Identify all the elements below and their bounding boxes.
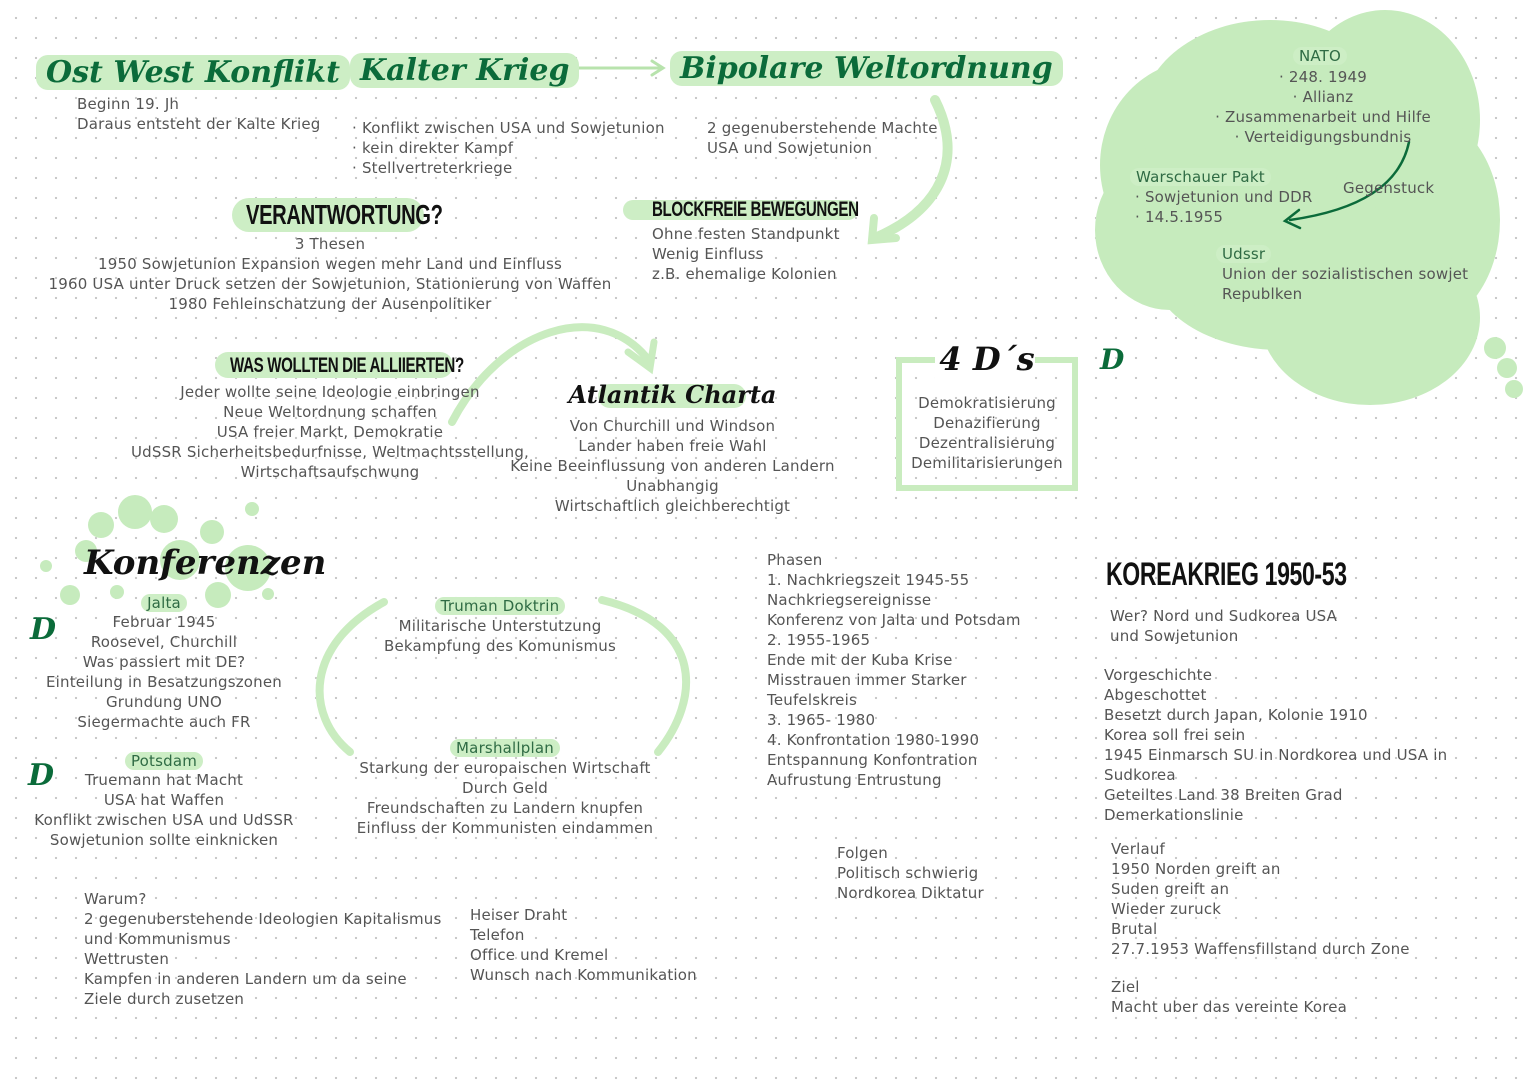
warum-line: 2 gegenuberstehende Ideologien Kapitalismus: [84, 910, 442, 928]
four-d-title: 4 D´s: [939, 340, 1035, 378]
udssr-label-wrap: [1216, 244, 1271, 264]
heiser-line: Wunsch nach Kommunikation: [470, 966, 697, 984]
korea-line: Verlauf: [1111, 840, 1166, 858]
korea-wer: [1110, 606, 1337, 646]
korea-line: Demerkationslinie: [1104, 806, 1244, 824]
list-item: · 14.5.1955: [1135, 208, 1224, 226]
list-item: · 248. 1949: [1278, 68, 1368, 86]
atlantik-notes: [505, 416, 840, 516]
potsdam-line: Sowjetunion sollte einknicken: [49, 831, 279, 849]
korea-line: Vorgeschichte: [1104, 666, 1213, 684]
warschau-items: [1135, 187, 1312, 227]
list-item: · Stellvertreterkriege: [352, 159, 513, 177]
alliierten-line: USA freier Markt, Demokratie: [216, 423, 444, 441]
verantwortung-title: VERANTWORTUNG?: [246, 199, 443, 230]
alliierten-title: WAS WOLLTEN DIE ALLIIERTEN?: [230, 354, 464, 377]
marshall-line: Starkung der europaischen Wirtschaft: [359, 759, 651, 777]
jalta-line: Einteilung in Besatzungszonen: [45, 673, 283, 691]
folgen-line: Folgen: [837, 844, 888, 862]
korea-line: Sudkorea: [1104, 766, 1176, 784]
marshall-label-wrap: [405, 738, 605, 758]
jalta-label: Jalta: [141, 594, 187, 612]
marshall-label: Marshallplan: [450, 739, 560, 757]
folgen-notes: [837, 843, 984, 903]
nato-label: NATO: [1293, 47, 1347, 65]
warum-line: und Kommunismus: [84, 930, 231, 948]
korea-line: 1945 Einmarsch SU in Nordkorea und USA in: [1104, 746, 1448, 764]
list-item: · Allianz: [1292, 88, 1354, 106]
nato-label-wrap: [1290, 46, 1350, 66]
jalta-line: Roosevel, Churchill: [90, 633, 238, 651]
korea-line: Korea soll frei sein: [1104, 726, 1246, 744]
verantwortung-line: 1950 Sowjetunion Expansion wegen mehr Land und Einfluss: [97, 255, 563, 273]
four-d-line: Denazifierung: [933, 414, 1041, 432]
verantwortung-line: 3 Thesen: [294, 235, 366, 253]
blockfreie-line: z.B. ehemalige Kolonien: [652, 265, 837, 283]
list-item: · Konflikt zwischen USA und Sowjetunion: [352, 119, 665, 137]
phasen-line: Ende mit der Kuba Krise: [767, 651, 953, 669]
alliierten-line: Neue Weltordnung schaffen: [223, 403, 437, 421]
phasen-line: Konferenz von Jalta und Potsdam: [767, 611, 1021, 629]
ost-west-notes: [77, 94, 321, 134]
marshall-line: Freundschaften zu Landern knupfen: [366, 799, 644, 817]
atlantik-title: Atlantik Charta: [568, 380, 777, 409]
korea-line: und Sowjetunion: [1110, 627, 1239, 645]
jalta-label-wrap: [134, 593, 194, 613]
warum-notes: [84, 889, 442, 1009]
phasen-line: Nachkriegsereignisse: [767, 591, 932, 609]
udssr-line: Union der sozialistischen sowjet: [1222, 265, 1469, 283]
four-d-line: Demokratisierung: [918, 394, 1056, 412]
atlantik-title-wrap: [520, 378, 825, 412]
four-d-line: Demilitarisierungen: [911, 454, 1063, 472]
korea-line: Wieder zuruck: [1111, 900, 1222, 918]
atlantik-line: Keine Beeinflussung von anderen Landern: [510, 457, 835, 475]
atlantik-line: Von Churchill und Windson: [569, 417, 776, 435]
konferenzen-title: Konferenzen: [84, 543, 327, 583]
bipolare-line: 2 gegenuberstehende Machte: [707, 119, 938, 137]
korea-vorgeschichte: [1104, 665, 1447, 825]
phasen-line: Misstrauen immer Starker: [767, 671, 967, 689]
atlantik-line: Wirtschaftlich gleichberechtigt: [554, 497, 791, 515]
bipolare-notes: [707, 118, 938, 158]
blockfreie-line: Ohne festen Standpunkt: [652, 225, 840, 243]
verantwortung-line: 1980 Fehleinschatzung der Ausenpolitiker: [168, 295, 492, 313]
blockfreie-title: BLOCKFREIE BEWEGUNGEN: [652, 198, 859, 221]
verantwortung-notes: [30, 234, 630, 314]
marshall-line: Durch Geld: [462, 779, 548, 797]
phasen-line: 2. 1955-1965: [767, 631, 871, 649]
warschau-label: Warschauer Pakt: [1130, 168, 1271, 186]
truman-line: Bekampfung des Komunismus: [384, 637, 616, 655]
phasen-notes: [767, 550, 1021, 790]
ost-west-line: Daraus entsteht der Kalte Krieg: [77, 115, 321, 133]
four-d-list: [899, 393, 1075, 473]
phasen-line: Entspannung Konfontration: [767, 751, 978, 769]
potsdam-line: Truemann hat Macht: [84, 771, 244, 789]
korea-line: Macht uber das vereinte Korea: [1111, 998, 1348, 1016]
atlantik-line: Lander haben freie Wahl: [578, 437, 767, 455]
korea-ziel: [1111, 977, 1347, 1017]
four-d-line: Dezentralisierung: [918, 434, 1056, 452]
side-doodle: D: [1100, 343, 1125, 376]
potsdam-notes: [30, 770, 298, 850]
korea-line: Ziel: [1111, 978, 1140, 996]
kalter-krieg-title-wrap: [350, 50, 579, 92]
jalta-line: Februar 1945: [112, 613, 216, 631]
warum-line: Kampfen in anderen Landern um da seine: [84, 970, 407, 988]
list-item: · kein direkter Kampf: [352, 139, 514, 157]
truman-line: Militarische Unterstutzung: [398, 617, 602, 635]
alliierten-notes: [130, 382, 530, 482]
warum-line: Ziele durch zusetzen: [84, 990, 245, 1008]
heiser-line: Office und Kremel: [470, 946, 609, 964]
korea-line: Suden greift an: [1111, 880, 1230, 898]
korea-line: Geteiltes Land 38 Breiten Grad: [1104, 786, 1343, 804]
atlantik-line: Unabhangig: [626, 477, 719, 495]
korea-line: Brutal: [1111, 920, 1158, 938]
udssr-label: Udssr: [1216, 245, 1271, 263]
kalter-krieg-list: [352, 118, 665, 178]
jalta-line: Siegermachte auch FR: [77, 713, 251, 731]
marshall-line: Einfluss der Kommunisten eindammen: [356, 819, 654, 837]
folgen-line: Nordkorea Diktatur: [837, 884, 984, 902]
warum-line: Warum?: [84, 890, 147, 908]
korea-line: 1950 Norden greift an: [1111, 860, 1281, 878]
truman-label-wrap: [380, 596, 620, 616]
blockfreie-line: Wenig Einfluss: [652, 245, 764, 263]
phasen-line: Teufelskreis: [767, 691, 857, 709]
alliierten-line: Jeder wollte seine Ideologie einbringen: [180, 383, 480, 401]
warschau-label-wrap: [1130, 167, 1271, 187]
potsdam-line: USA hat Waffen: [103, 791, 225, 809]
korea-line: 27.7.1953 Waffensfillstand durch Zone: [1111, 940, 1410, 958]
bipolare-title-wrap: [670, 48, 1063, 90]
korea-line: Wer? Nord und Sudkorea USA: [1110, 607, 1338, 625]
ost-west-title-wrap: [36, 52, 350, 94]
phasen-line: Phasen: [767, 551, 823, 569]
korea-line: Besetzt durch Japan, Kolonie 1910: [1104, 706, 1368, 724]
korea-title: KOREAKRIEG 1950-53: [1106, 556, 1347, 592]
jalta-notes: [40, 612, 288, 732]
four-d-title-wrap: [899, 336, 1075, 382]
potsdam-label-wrap: [124, 751, 204, 771]
verantwortung-line: 1960 USA unter Druck setzen der Sowjetunion, Stationierung von Waffen: [48, 275, 612, 293]
list-item: · Zusammenarbeit und Hilfe: [1215, 108, 1431, 126]
udssr-line: Republken: [1222, 285, 1303, 303]
marshall-notes: [345, 758, 665, 838]
truman-notes: [370, 616, 630, 656]
truman-label: Truman Doktrin: [435, 597, 566, 615]
korea-line: Abgeschottet: [1104, 686, 1207, 704]
jalta-line: Grundung UNO: [105, 693, 223, 711]
warum-line: Wettrusten: [84, 950, 170, 968]
alliierten-line: UdSSR Sicherheitsbedurfnisse, Weltmachtsstellung,: [130, 443, 530, 461]
heiser-line: Telefon: [470, 926, 525, 944]
gegenstuck-label: Gegenstuck: [1343, 179, 1435, 197]
phasen-line: Aufrustung Entrustung: [767, 771, 942, 789]
blockfreie-notes: [652, 224, 840, 284]
ost-west-line: Beginn 19. Jh: [77, 95, 180, 113]
list-item: · Sowjetunion und DDR: [1135, 188, 1313, 206]
bipolare-title: Bipolare Weltordnung: [670, 51, 1063, 86]
bipolare-line: USA und Sowjetunion: [707, 139, 873, 157]
list-item: · Verteidigungsbundnis: [1234, 128, 1412, 146]
heiser-draht-notes: [470, 905, 697, 985]
jalta-doodle: D: [30, 612, 57, 647]
nato-items: [1200, 67, 1446, 147]
alliierten-line: Wirtschaftsaufschwung: [240, 463, 420, 481]
potsdam-doodle: D: [28, 758, 55, 793]
jalta-line: Was passiert mit DE?: [82, 653, 246, 671]
folgen-line: Politisch schwierig: [837, 864, 979, 882]
phasen-line: 1. Nachkriegszeit 1945-55: [767, 571, 970, 589]
korea-verlauf: [1111, 839, 1410, 959]
heiser-line: Heiser Draht: [470, 906, 568, 924]
potsdam-line: Konflikt zwischen USA und UdSSR: [34, 811, 294, 829]
phasen-line: 3. 1965- 1980: [767, 711, 876, 729]
phasen-line: 4. Konfrontation 1980-1990: [767, 731, 980, 749]
ost-west-title: Ost West Konflikt: [36, 55, 350, 90]
potsdam-label: Potsdam: [125, 752, 203, 770]
udssr-notes: [1222, 264, 1468, 304]
kalter-krieg-title: Kalter Krieg: [350, 53, 579, 88]
